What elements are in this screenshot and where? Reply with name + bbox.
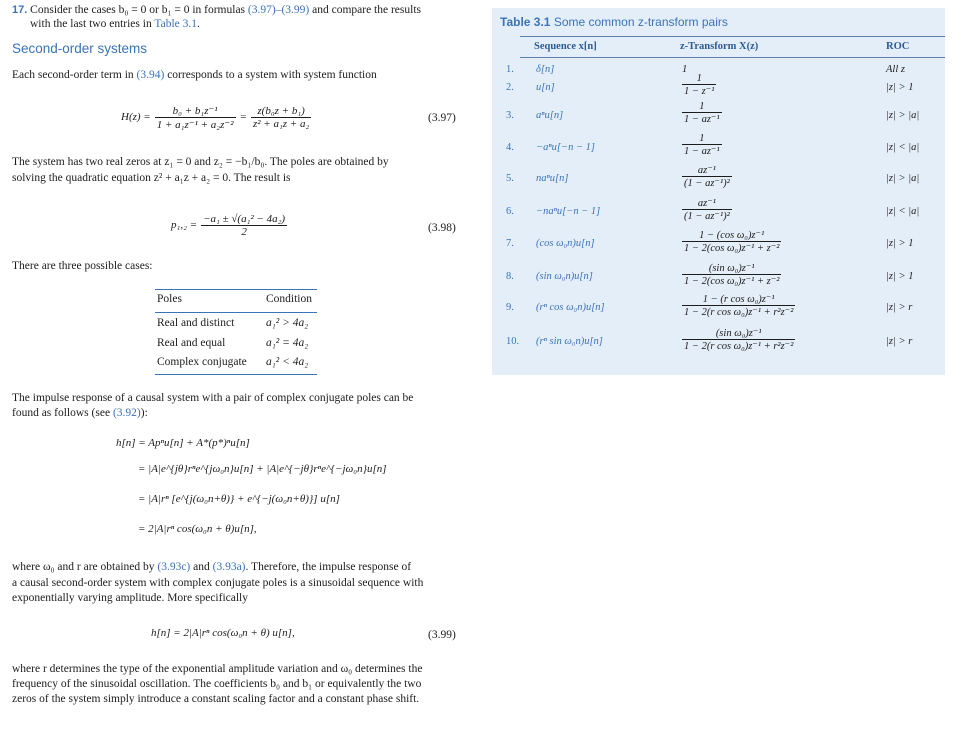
para-final-line2: frequency of the sinusoidal oscillation. The coefficients b₀ and b₁ or equivalently the two bbox=[12, 678, 422, 690]
ztable-row-denominator: 1 − 2(cos ω₀)z⁻¹ + z⁻² bbox=[684, 276, 780, 287]
ztable-row-denominator: 1 − az⁻¹ bbox=[684, 114, 720, 125]
derivation-line-3: = |A|rⁿ [e^{j(ω₀n+θ)} + e^{−j(ω₀n+θ)}] u[n] bbox=[138, 493, 340, 505]
ztable-row-numerator: 1 − (r cos ω₀)z⁻¹ bbox=[702, 294, 775, 305]
ztable-row-denominator: (1 − az⁻¹)² bbox=[684, 178, 730, 189]
ztable-row-sequence: −aⁿu[−n − 1] bbox=[536, 142, 595, 153]
derivation-line-4: = 2|A|rⁿ cos(ω₀n + θ)u[n], bbox=[138, 523, 257, 535]
ztable-row-fraction bbox=[682, 73, 716, 97]
derivation-line-1: h[n] = Apⁿu[n] + A*(p*)ⁿu[n] bbox=[116, 437, 250, 449]
para-where-text-b: . Therefore, the impulse response of bbox=[245, 561, 412, 573]
ztable-row-denominator: 1 − 2(cos ω₀)z⁻¹ + z⁻² bbox=[684, 243, 780, 254]
equation-3-99: h[n] = 2|A|rⁿ cos(ω₀n + θ) u[n], bbox=[151, 627, 295, 639]
ztable-row-transform: 1 bbox=[682, 64, 688, 75]
ztable-header-sequence: Sequence x[n] bbox=[534, 41, 597, 52]
ztable-row-fraction bbox=[682, 101, 722, 125]
ztable-row-roc: |z| > |a| bbox=[886, 173, 920, 184]
ztable-header-rule bbox=[520, 57, 945, 58]
cases-row-1-condition: a₁² > 4a₂ bbox=[266, 317, 309, 329]
derivation-line-2: = |A|e^{jθ}rⁿe^{jω₀n}u[n] + |A|e^{−jθ}rⁿe^{−jω₀n}u[n] bbox=[138, 463, 387, 475]
para-where-ref2-link[interactable]: (3.93a) bbox=[212, 561, 246, 573]
ztable-row-sequence: (rⁿ sin ω₀n)u[n] bbox=[536, 336, 603, 347]
ztable-row-sequence: −naⁿu[−n − 1] bbox=[536, 206, 601, 217]
cases-row-3-condition: a₁² < 4a₂ bbox=[266, 356, 309, 368]
eq-3-97-den1: 1 + a₁z⁻¹ + a₂z⁻² bbox=[156, 118, 234, 131]
ztable-row-roc: |z| > r bbox=[886, 336, 913, 347]
ztable-row-numerator: az⁻¹ bbox=[697, 165, 716, 176]
problem-17-line2 bbox=[30, 16, 200, 32]
ztable-row-sequence: δ[n] bbox=[536, 64, 555, 75]
ztable-row-denominator: 1 − z⁻¹ bbox=[684, 86, 715, 97]
cases-table-bottom-rule bbox=[155, 374, 317, 375]
ztable-row-transform bbox=[682, 327, 812, 352]
eq-3-98-fraction bbox=[201, 213, 287, 238]
ztable-row-index: 1. bbox=[506, 64, 514, 75]
ztable-row-index: 10. bbox=[506, 336, 520, 347]
para-final-line3: zeros of the system simply introduce a constant scaling factor and a constant phase shift. bbox=[12, 693, 420, 705]
eq-3-97-tag: (3.97) bbox=[428, 112, 456, 124]
ztable-row-fraction bbox=[682, 293, 795, 318]
ztable-row-transform bbox=[682, 133, 812, 157]
problem-ref-link[interactable]: (3.97)–(3.99) bbox=[247, 4, 310, 16]
ztable-row-numerator: 1 bbox=[696, 73, 702, 84]
eq-3-98-tag: (3.98) bbox=[428, 222, 456, 234]
ztable-caption bbox=[500, 15, 728, 29]
ztable-row-transform bbox=[682, 229, 812, 254]
problem-text-1: Consider the cases b₀ = 0 or b₁ = 0 in formulas bbox=[30, 4, 246, 16]
cases-table-mid-rule bbox=[155, 312, 317, 313]
impulse-intro-end: ): bbox=[140, 407, 148, 419]
ztable-row-index: 6. bbox=[506, 206, 514, 217]
ztable-panel bbox=[492, 8, 945, 375]
ztable-row-sequence: aⁿu[n] bbox=[536, 110, 564, 121]
para-where-line1 bbox=[12, 559, 411, 575]
ztable-row-transform bbox=[682, 73, 812, 97]
ztable-row-index: 5. bbox=[506, 173, 514, 184]
problem-text-2: with the last two entries in bbox=[30, 18, 152, 30]
ztable-row-roc: |z| > r bbox=[886, 302, 913, 313]
intro-text-b: corresponds to a system with system function bbox=[167, 69, 377, 81]
ztable-row-roc: |z| > 1 bbox=[886, 238, 914, 249]
ztable-row-transform bbox=[682, 164, 812, 189]
ztable-row-fraction bbox=[682, 327, 795, 352]
ztable-row-roc: |z| < |a| bbox=[886, 206, 920, 217]
para-where-ref1-link[interactable]: (3.93c) bbox=[157, 561, 191, 573]
eq-3-97-num1: b₀ + b₁z⁻¹ bbox=[172, 104, 218, 117]
ztable-row-numerator: 1 bbox=[699, 133, 705, 144]
ztable-row-transform bbox=[682, 101, 812, 125]
ztable-row-roc: |z| > 1 bbox=[886, 271, 914, 282]
ztable-row-denominator: 1 − 2(r cos ω₀)z⁻¹ + r²z⁻² bbox=[684, 341, 794, 352]
ztable-row-transform bbox=[682, 293, 812, 318]
ztable-row-transform bbox=[682, 197, 812, 222]
ztable-row-sequence: (cos ω₀n)u[n] bbox=[536, 238, 595, 249]
eq-3-97-fraction-2 bbox=[251, 105, 311, 130]
section-title: Second-order systems bbox=[12, 41, 148, 56]
cases-header-condition: Condition bbox=[266, 293, 313, 305]
equation-3-97 bbox=[121, 100, 311, 134]
eq-3-98-num: −a₁ ± √(a₁² − 4a₂) bbox=[203, 212, 286, 225]
ztable-row-numerator: 1 − (cos ω₀)z⁻¹ bbox=[699, 230, 765, 241]
intro-paragraph bbox=[12, 67, 377, 83]
ztable-row-index: 2. bbox=[506, 82, 514, 93]
ztable-row-numerator: (sin ω₀)z⁻¹ bbox=[708, 263, 755, 274]
ztable-row-sequence: naⁿu[n] bbox=[536, 173, 569, 184]
ztable-label: Table 3.1 bbox=[500, 15, 551, 29]
eq-3-97-num2: z(b₀z + b₁) bbox=[257, 104, 305, 117]
impulse-intro-line1: The impulse response of a causal system with a pair of complex conjugate poles can be bbox=[12, 392, 414, 404]
ztable-row-transform bbox=[682, 262, 812, 287]
eq-3-98-den: 2 bbox=[201, 225, 287, 238]
problem-number: 17. bbox=[12, 4, 28, 16]
equation-3-98 bbox=[171, 206, 287, 244]
ztable-row-denominator: 1 − az⁻¹ bbox=[684, 146, 720, 157]
ztable-row-roc: All z bbox=[886, 64, 905, 75]
cases-row-2-condition: a₁² = 4a₂ bbox=[266, 337, 309, 349]
ztable-row-fraction bbox=[682, 164, 732, 189]
problem-text-2-end: . bbox=[197, 18, 200, 30]
cases-row-2-poles: Real and equal bbox=[157, 337, 226, 349]
cases-row-3-poles: Complex conjugate bbox=[157, 356, 247, 368]
ztable-row-denominator: (1 − az⁻¹)² bbox=[684, 211, 730, 222]
para-where-line2: a causal second-order system with complex conjugate poles is a sinusoidal sequence with bbox=[12, 577, 424, 589]
ztable-top-rule bbox=[520, 36, 945, 37]
ztable-header-transform: z-Transform X(z) bbox=[680, 41, 759, 52]
ztable-row-sequence: u[n] bbox=[536, 82, 555, 93]
ztable-header-roc: ROC bbox=[886, 41, 910, 52]
ztable-row-index: 3. bbox=[506, 110, 514, 121]
intro-ref-link[interactable]: (3.94) bbox=[136, 69, 165, 81]
table-ref-link[interactable]: Table 3.1 bbox=[154, 18, 198, 30]
ztable-row-roc: |z| < |a| bbox=[886, 142, 920, 153]
ztable-row-roc: |z| > |a| bbox=[886, 110, 920, 121]
eq-3-97-equals: = bbox=[239, 111, 247, 123]
intro-text-a: Each second-order term in bbox=[12, 69, 134, 81]
eq-3-97-den2: z² + a₁z + a₂ bbox=[252, 117, 310, 130]
ztable-row-numerator: (sin ω₀)z⁻¹ bbox=[715, 328, 762, 339]
cases-table-top-rule bbox=[155, 289, 317, 290]
para-zeros-line1: The system has two real zeros at z₁ = 0 and z₂ = −b₁/b₀. The poles are obtained by bbox=[12, 156, 389, 168]
ztable-row-index: 4. bbox=[506, 142, 514, 153]
ztable-row-fraction bbox=[682, 197, 732, 222]
ztable-row-fraction bbox=[682, 262, 781, 287]
impulse-intro-text: found as follows (see bbox=[12, 407, 111, 419]
ztable-row-denominator: 1 − 2(r cos ω₀)z⁻¹ + r²z⁻² bbox=[684, 307, 794, 318]
ztable-row-roc: |z| > 1 bbox=[886, 82, 914, 93]
cases-intro: There are three possible cases: bbox=[12, 260, 153, 272]
para-final-line1: where r determines the type of the exponential amplitude variation and ω₀ determines the bbox=[12, 663, 423, 675]
impulse-intro-ref-link[interactable]: (3.92) bbox=[112, 407, 141, 419]
para-where-line3: exponentially varying amplitude. More specifically bbox=[12, 592, 248, 604]
ztable-row-index: 8. bbox=[506, 271, 514, 282]
ztable-row-sequence: (rⁿ cos ω₀n)u[n] bbox=[536, 302, 605, 313]
para-where-and: and bbox=[193, 561, 210, 573]
ztable-row-index: 9. bbox=[506, 302, 514, 313]
ztable-row-fraction bbox=[682, 133, 722, 157]
eq-3-99-tag: (3.99) bbox=[428, 629, 456, 641]
ztable-caption-text: Some common z-transform pairs bbox=[553, 15, 728, 29]
ztable-row-numerator: 1 bbox=[699, 101, 705, 112]
ztable-row-index: 7. bbox=[506, 238, 514, 249]
ztable-row-fraction bbox=[682, 229, 781, 254]
eq-3-97-fraction-1 bbox=[155, 104, 236, 131]
impulse-intro-line2 bbox=[12, 405, 148, 421]
ztable-row-sequence: (sin ω₀n)u[n] bbox=[536, 271, 593, 282]
cases-row-1-poles: Real and distinct bbox=[157, 317, 235, 329]
para-where-text-a: where ω₀ and r are obtained by bbox=[12, 561, 155, 573]
eq-3-97-lhs: H(z) = bbox=[121, 111, 151, 123]
para-zeros-line2: solving the quadratic equation z² + a₁z + a₂ = 0. The result is bbox=[12, 172, 291, 184]
eq-3-98-lhs: p₁,₂ = bbox=[171, 219, 198, 231]
problem-text-1-end: and compare the results bbox=[312, 4, 421, 16]
cases-header-poles: Poles bbox=[157, 293, 182, 305]
ztable-row-numerator: az⁻¹ bbox=[697, 198, 716, 209]
